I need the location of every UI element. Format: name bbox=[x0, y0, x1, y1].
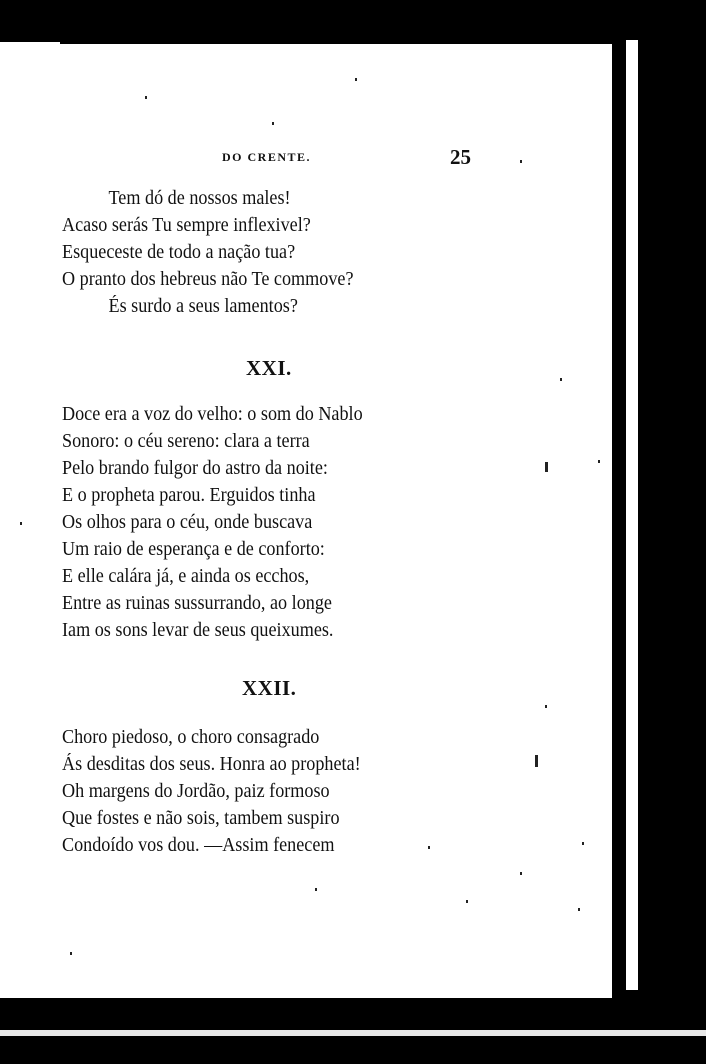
verse-line: Os olhos para o céu, onde buscava bbox=[62, 512, 313, 533]
verse-line: Ás desditas dos seus. Honra ao propheta! bbox=[62, 754, 361, 775]
verse-line: Choro piedoso, o choro consagrado bbox=[62, 727, 320, 748]
verse-line: Condoído vos dou. —Assim fenecem bbox=[62, 835, 335, 856]
scan-border-right-gap bbox=[626, 40, 638, 990]
verse-line: Que fostes e não sois, tambem suspiro bbox=[62, 808, 340, 829]
verse-line: Oh margens do Jordão, paiz formoso bbox=[62, 781, 330, 802]
page-number: 25 bbox=[450, 145, 471, 169]
stanza-xxi bbox=[62, 401, 502, 644]
scan-speck bbox=[578, 908, 580, 911]
running-title: DO CRENTE. bbox=[222, 150, 312, 164]
scan-speck bbox=[598, 460, 600, 463]
scan-speck bbox=[520, 872, 522, 875]
scan-speck bbox=[545, 462, 548, 472]
stanza-xxii bbox=[62, 724, 502, 859]
scan-speck bbox=[355, 78, 357, 81]
scan-border-bottom-streak bbox=[0, 1030, 706, 1036]
verse-line: E o propheta parou. Erguidos tinha bbox=[62, 485, 316, 506]
scan-speck bbox=[466, 900, 468, 903]
verse-line: E elle calára já, e ainda os ecchos, bbox=[62, 566, 310, 587]
scan-speck bbox=[560, 378, 562, 381]
verse-line: Esqueceste de todo a nação tua? bbox=[62, 242, 296, 263]
scan-speck bbox=[315, 888, 317, 891]
section-title-xxi: XXI. bbox=[246, 356, 292, 380]
verse-line: O pranto dos hebreus não Te commove? bbox=[62, 269, 354, 290]
verse-line: Pelo brando fulgor do astro da noite: bbox=[62, 458, 328, 479]
verse-line: Iam os sons levar de seus queixumes. bbox=[62, 620, 334, 641]
verse-line: Um raio de esperança e de conforto: bbox=[62, 539, 325, 560]
scan-speck bbox=[70, 952, 72, 955]
scan-speck bbox=[272, 122, 274, 125]
verse-line: Tem dó de nossos males! bbox=[108, 188, 291, 209]
verse-line: Entre as ruinas sussurrando, ao longe bbox=[62, 593, 332, 614]
scan-speck bbox=[545, 705, 547, 708]
section-title-xxii: XXII. bbox=[242, 676, 297, 700]
scan-speck bbox=[535, 755, 538, 767]
scan-speck bbox=[520, 160, 522, 163]
scan-border-right bbox=[640, 0, 706, 1064]
stanza-continuation bbox=[62, 185, 502, 320]
verse-line: Doce era a voz do velho: o som do Nablo bbox=[62, 404, 363, 425]
verse-line: Acaso serás Tu sempre inflexivel? bbox=[62, 215, 311, 236]
scan-speck bbox=[582, 842, 584, 845]
verse-line: Sonoro: o céu sereno: clara a terra bbox=[62, 431, 310, 452]
scan-speck bbox=[145, 96, 147, 99]
scan-border-top-notch bbox=[60, 30, 620, 44]
scan-speck bbox=[20, 522, 22, 525]
verse-line: És surdo a seus lamentos? bbox=[108, 296, 298, 317]
